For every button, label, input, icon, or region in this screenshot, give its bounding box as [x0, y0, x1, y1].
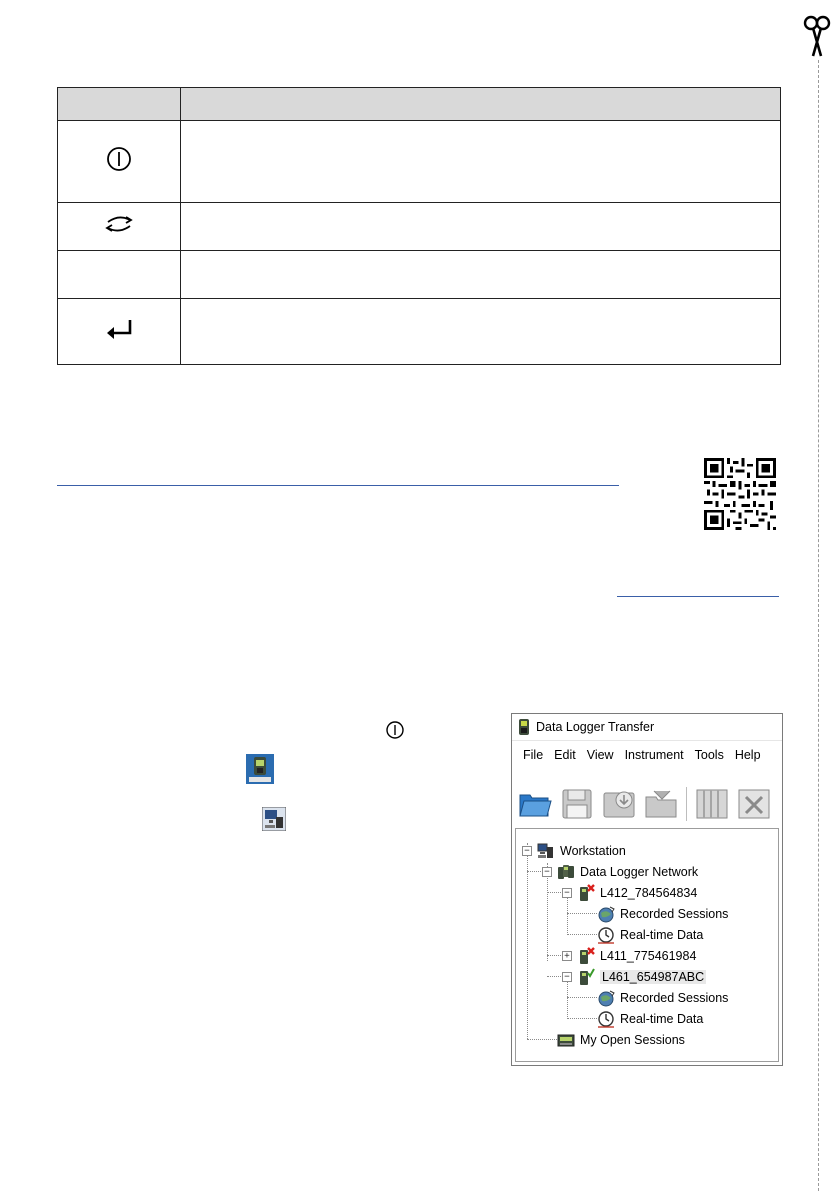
tree-node-realtime-data[interactable]	[597, 925, 703, 945]
scissors-icon	[802, 14, 832, 58]
menu-bar	[512, 748, 761, 770]
tree-line	[567, 981, 568, 1019]
open-sessions-icon	[557, 1031, 575, 1049]
download-link[interactable]	[57, 485, 619, 486]
clock-icon	[597, 926, 615, 944]
collapse-toggle[interactable]: −	[522, 846, 532, 856]
expand-toggle[interactable]: +	[562, 951, 572, 961]
clock-icon	[597, 1010, 615, 1028]
data-logger-app-icon	[246, 754, 274, 784]
collapse-toggle[interactable]: −	[562, 888, 572, 898]
tree-node-logger[interactable]	[577, 883, 697, 903]
key-row-enter	[58, 299, 781, 365]
recorded-sessions-icon	[597, 989, 615, 1007]
tree-node-recorded-sessions[interactable]	[597, 904, 728, 924]
tree-node-label: Data Logger Network	[580, 865, 699, 879]
menu-view[interactable]: View	[586, 748, 614, 762]
device-tree	[515, 828, 779, 1062]
tree-node-label: L412_784564834	[600, 886, 698, 900]
key-row-description	[181, 121, 781, 203]
tree-node-label: Real-time Data	[620, 928, 704, 942]
tree-line	[567, 897, 568, 935]
menu-instrument[interactable]: Instrument	[624, 748, 684, 762]
tree-node-label: Recorded Sessions	[620, 907, 729, 921]
website-link[interactable]	[617, 596, 779, 597]
cut-line	[818, 60, 819, 1191]
logger-connected-icon	[577, 968, 595, 986]
tree-node-logger-selected[interactable]	[577, 967, 706, 987]
tree-node-label: Real-time Data	[620, 1012, 704, 1026]
computer-network-icon	[262, 807, 286, 831]
recorded-sessions-icon	[597, 905, 615, 923]
key-row-blank	[58, 251, 781, 299]
toolbar	[518, 784, 779, 824]
data-logger-transfer-window	[511, 713, 783, 1066]
key-row-cycle	[58, 203, 781, 251]
enter-key-icon	[103, 318, 135, 340]
folder-icon[interactable]	[644, 787, 678, 821]
tree-line	[567, 934, 597, 935]
tree-line	[567, 997, 597, 998]
menu-tools[interactable]: Tools	[694, 748, 724, 762]
title-bar	[512, 714, 782, 741]
key-column-header	[58, 88, 181, 121]
tree-node-logger[interactable]	[577, 946, 696, 966]
tree-node-recorded-sessions[interactable]	[597, 988, 728, 1008]
tree-node-realtime-data[interactable]	[597, 1009, 703, 1029]
tree-node-label: Recorded Sessions	[620, 991, 729, 1005]
tree-line	[567, 913, 597, 914]
power-icon	[384, 719, 406, 741]
toolbar-separator	[686, 787, 687, 821]
tree-line	[527, 871, 543, 872]
tree-node-label: My Open Sessions	[580, 1033, 685, 1047]
columns-icon[interactable]	[695, 787, 729, 821]
menu-edit[interactable]: Edit	[554, 748, 576, 762]
tree-line	[567, 1018, 597, 1019]
tree-node-workstation[interactable]	[537, 841, 626, 861]
key-table-header	[58, 88, 781, 121]
description-column-header	[181, 88, 781, 121]
menu-file[interactable]: File	[523, 748, 544, 762]
open-folder-icon[interactable]	[518, 787, 552, 821]
tree-line	[527, 843, 528, 1039]
qr-code-icon	[704, 458, 776, 530]
tree-line	[527, 1039, 557, 1040]
tree-node-label: L411_775461984	[600, 949, 697, 963]
collapse-toggle[interactable]: −	[562, 972, 572, 982]
data-logger-app-icon	[518, 718, 530, 736]
download-icon[interactable]	[602, 787, 636, 821]
tree-line	[547, 863, 548, 961]
cycle-arrows-icon	[104, 213, 134, 235]
key-table	[57, 87, 781, 365]
logger-disconnected-icon	[577, 947, 595, 965]
tree-node-label: Workstation	[560, 844, 626, 858]
save-icon[interactable]	[560, 787, 594, 821]
tree-node-open-sessions[interactable]	[557, 1030, 685, 1050]
tree-node-network[interactable]	[557, 862, 698, 882]
key-row-power	[58, 121, 781, 203]
excel-icon[interactable]	[737, 787, 771, 821]
key-row-description	[181, 299, 781, 365]
key-row-description	[181, 203, 781, 251]
logger-disconnected-icon	[577, 884, 595, 902]
menu-help[interactable]: Help	[734, 748, 761, 762]
data-logger-network-icon	[557, 863, 575, 881]
collapse-toggle[interactable]: −	[542, 867, 552, 877]
power-icon	[106, 146, 132, 172]
key-row-description	[181, 251, 781, 299]
window-title: Data Logger Transfer	[536, 720, 655, 734]
workstation-icon	[537, 842, 555, 860]
tree-node-label: L461_654987ABC	[602, 970, 705, 984]
